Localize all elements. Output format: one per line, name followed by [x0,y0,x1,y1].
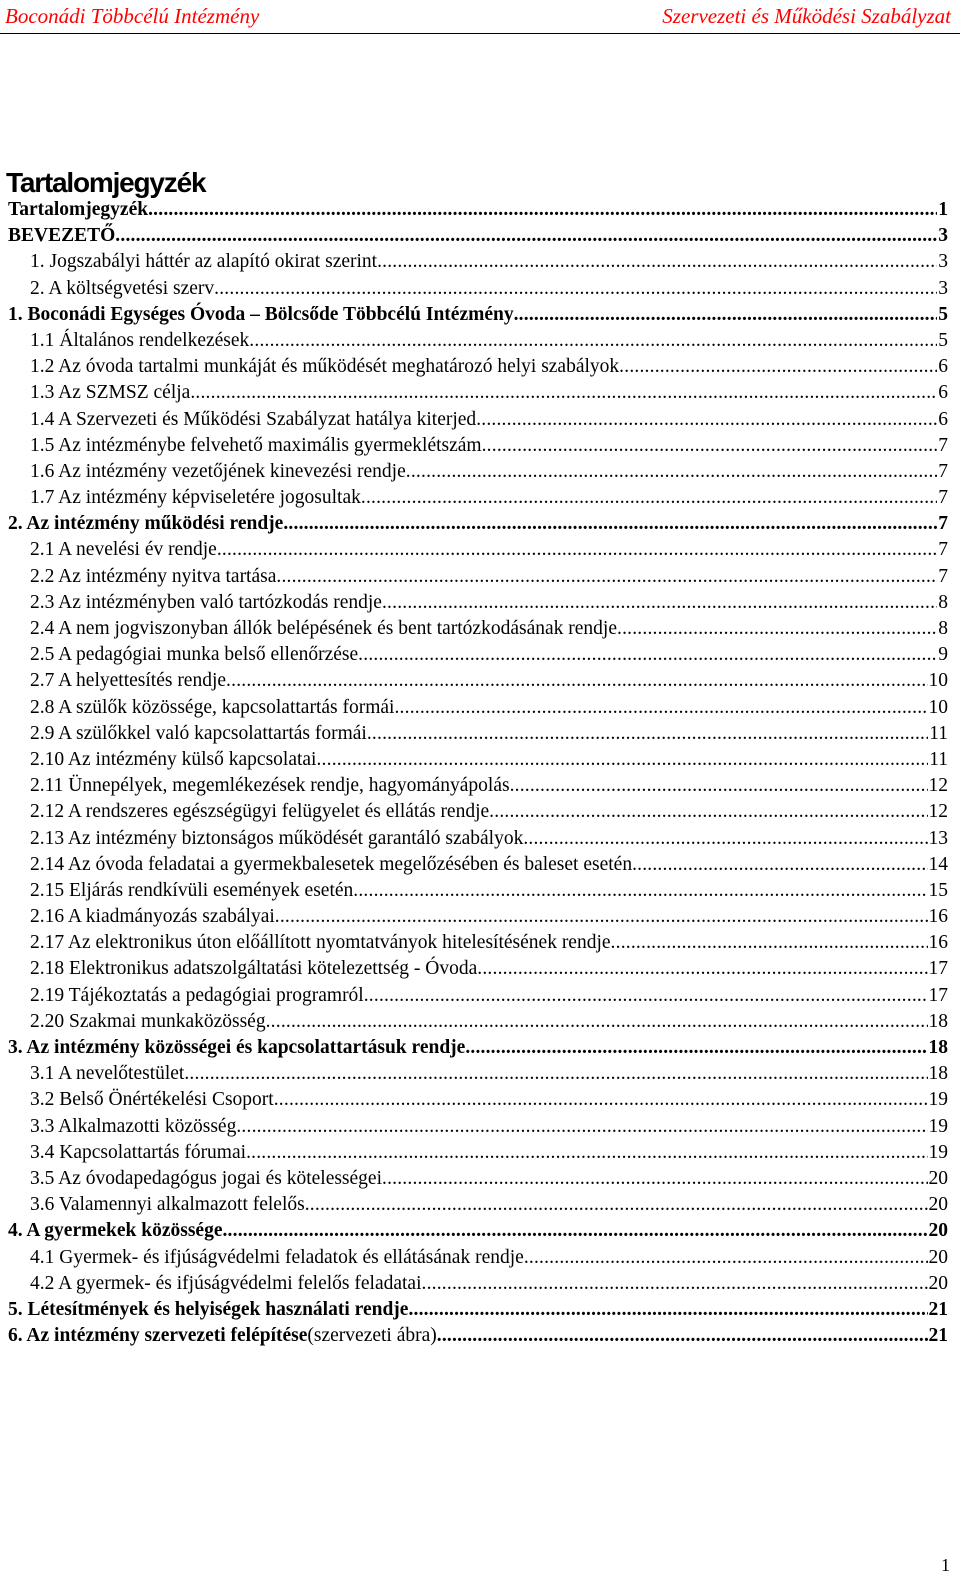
toc-entry[interactable] [8,433,948,459]
toc-entry-page-number: 20 [928,1220,948,1242]
toc-entry[interactable] [8,511,948,537]
toc-entry-page-number: 19 [928,1141,948,1163]
toc-entry-title: Tartalomjegyzék [8,199,149,220]
toc-entry[interactable] [8,852,948,878]
toc-entry-title: 2. Az intézmény működési rendje [8,513,284,535]
toc-entry[interactable] [8,1087,948,1113]
toc-entry[interactable] [8,1114,948,1140]
toc-entry-page-number: 19 [928,1089,948,1111]
toc-entry[interactable] [8,564,948,590]
toc-entry[interactable] [8,407,948,433]
dot-leader [190,380,937,406]
toc-entry-title: 2.3 Az intézményben való tartózkodás rendje [30,591,382,613]
toc-entry-title: 4.1 Gyermek- és ifjúságvédelmi feladatok és ellátásának rendje [30,1246,524,1268]
toc-entry-page-number: 3 [938,277,948,299]
toc-entry-title: 3.2 Belső Önértékelési Csoport [30,1089,274,1111]
toc-entry-page-number: 9 [938,644,948,666]
dot-leader [246,1140,927,1166]
toc-entry-title: 2.16 A kiadmányozás szabályai [30,906,275,928]
toc-entry-page-number: 10 [928,696,948,718]
toc-entry[interactable] [8,1245,948,1271]
toc-entry-page-number: 20 [928,1246,948,1268]
dot-leader [408,1297,927,1323]
toc-entry-title: 3. Az intézmény közösségei és kapcsolattartásuk rendje [8,1037,466,1058]
toc-entry-title: 2.7 A helyettesítés rendje [30,670,227,692]
toc-entry-title: 2.20 Szakmai munkaközösség [30,1010,266,1032]
toc-entry[interactable] [8,354,948,380]
toc-entry-title: 1. Boconádi Egységes Óvoda – Bölcsőde Többcélú Intézmény [8,303,514,325]
toc-entry-title: 1.6 Az intézmény vezetőjének kinevezési rendje [30,460,406,482]
dot-leader [249,328,937,354]
toc-entry-page-number: 18 [928,1010,948,1032]
dot-leader [266,1009,928,1035]
toc-entry-title: 2. A költségvetési szerv [30,277,215,299]
toc-entry-title: BEVEZETŐ [8,225,116,247]
toc-entry-title: 3.1 A nevelőtestület [30,1063,185,1085]
toc-entry-title: 6. Az intézmény szervezeti felépítése [8,1325,308,1347]
toc-entry[interactable] [8,1035,948,1061]
toc-entry-page-number: 7 [938,487,948,509]
toc-entry-page-number: 14 [928,853,948,875]
dot-leader [437,1323,928,1349]
dot-leader [619,354,937,380]
toc-entry[interactable] [8,773,948,799]
toc-entry-title: 4.2 A gyermek- és ifjúságvédelmi felelős feladatai [30,1272,422,1294]
toc-entry-page-number: 12 [928,801,948,823]
toc-entry[interactable] [8,799,948,825]
dot-leader [283,511,937,537]
toc-entry-page-number: 18 [928,1037,948,1058]
dot-leader [489,799,927,825]
dot-leader [276,564,937,590]
dot-leader [382,590,937,616]
toc-entry[interactable] [8,197,948,223]
dot-leader [367,721,928,747]
toc-entry-title: 3.5 Az óvodapedagógus jogai és kötelességei [30,1167,382,1189]
dot-leader [364,983,928,1009]
toc-entry[interactable] [8,380,948,406]
toc-entry-page-number: 11 [929,748,948,770]
dot-leader [382,1166,928,1192]
toc-entry[interactable] [8,747,948,773]
header-institution-name: Boconádi Többcélú Intézmény [5,4,260,28]
toc-entry-title: 2.8 A szülők közössége, kapcsolattartás formái [30,696,395,718]
toc-entry[interactable] [8,1166,948,1192]
toc-entry[interactable] [8,328,948,354]
dot-leader [465,1035,927,1061]
toc-entry-title: 2.9 A szülőkkel való kapcsolattartás formái [30,722,367,744]
toc-entry[interactable] [8,1297,948,1323]
toc-entry[interactable] [8,878,948,904]
toc-entry-title: 2.12 A rendszeres egészségügyi felügyelet és ellátás rendje [30,801,490,823]
dot-leader [316,747,928,773]
toc-entry[interactable] [8,1192,948,1218]
toc-entry-title: 1. Jogszabályi háttér az alapító okirat szerint [30,251,378,273]
toc-entry-title: 2.4 A nem jogviszonyban állók belépésének és bent tartózkodásának rendje [30,618,617,639]
toc-entry-page-number: 5 [938,303,948,325]
toc-entry[interactable] [8,983,948,1009]
toc-entry[interactable] [8,459,948,485]
toc-entry-page-number: 10 [928,670,948,692]
toc-entry-note: (szervezeti ábra) [307,1325,437,1347]
toc-entry-title: 1.2 Az óvoda tartalmi munkáját és működését meghatározó helyi szabályok [30,356,620,378]
toc-entry[interactable] [8,1140,948,1166]
toc-entry-title: 1.1 Általános rendelkezések [30,329,250,351]
dot-leader [523,826,927,852]
dot-leader [361,485,937,511]
toc-entry[interactable] [8,930,948,956]
toc-entry[interactable] [8,695,948,721]
dot-leader [214,276,937,302]
toc-entry[interactable] [8,616,948,642]
table-of-contents [8,197,948,1349]
toc-entry-page-number: 8 [938,618,948,639]
toc-entry[interactable] [8,826,948,852]
toc-entry-page-number: 6 [938,382,948,404]
toc-entry-title: 2.13 Az intézmény biztonságos működését garantáló szabályok [30,827,524,849]
toc-entry-title: 5. Létesítmények és helyiségek használati rendje [8,1298,409,1320]
toc-entry-page-number: 7 [938,539,948,561]
toc-entry-title: 1.7 Az intézmény képviseletére jogosultak [30,487,361,509]
dot-leader [422,1271,928,1297]
toc-entry-page-number: 12 [928,775,948,797]
toc-entry-page-number: 15 [928,879,948,901]
toc-entry-title: 2.15 Eljárás rendkívüli események esetén [30,879,354,901]
toc-entry-title: 2.10 Az intézmény külső kapcsolatai [30,748,317,770]
toc-entry-page-number: 3 [938,225,948,247]
toc-entry-title: 2.2 Az intézmény nyitva tartása [30,565,277,587]
toc-entry-page-number: 7 [938,460,948,482]
dot-leader [358,642,937,668]
dot-leader [148,197,937,223]
dot-leader [482,433,938,459]
toc-entry[interactable] [8,223,948,249]
toc-entry-page-number: 21 [928,1298,948,1320]
toc-entry[interactable] [8,485,948,511]
toc-entry[interactable] [8,956,948,982]
toc-entry-page-number: 7 [938,513,948,535]
toc-entry-page-number: 16 [928,906,948,928]
dot-leader [524,1245,928,1271]
header-divider [0,33,960,34]
dot-leader [477,956,927,982]
toc-entry-page-number: 21 [928,1325,948,1347]
toc-entry-page-number: 20 [928,1272,948,1294]
toc-entry[interactable] [8,1271,948,1297]
toc-entry[interactable] [8,302,948,328]
toc-entry-page-number: 1 [938,199,948,220]
toc-entry-page-number: 7 [938,434,948,456]
toc-entry-page-number: 20 [928,1167,948,1189]
toc-entry-page-number: 5 [938,329,948,351]
dot-leader [476,407,937,433]
toc-entry-page-number: 3 [938,251,948,273]
toc-entry[interactable] [8,590,948,616]
toc-entry[interactable] [8,249,948,275]
toc-entry[interactable] [8,642,948,668]
page-number: 1 [941,1555,950,1575]
toc-entry-title: 3.4 Kapcsolattartás fórumai [30,1141,247,1163]
dot-leader [406,459,937,485]
toc-entry[interactable] [8,1061,948,1087]
dot-leader [236,1114,927,1140]
toc-entry-page-number: 20 [928,1194,948,1216]
dot-leader [353,878,927,904]
dot-leader [305,1192,928,1218]
toc-entry[interactable] [8,904,948,930]
toc-entry[interactable] [8,1009,948,1035]
dot-leader [632,852,927,878]
toc-entry-page-number: 17 [928,958,948,980]
toc-entry-title: 1.5 Az intézménybe felvehető maximális gyermeklétszám [30,434,482,456]
toc-entry-title: 1.3 Az SZMSZ célja [30,382,191,404]
toc-entry-title: 2.14 Az óvoda feladatai a gyermekbalesetek megelőzésében és baleset esetén [30,853,633,875]
toc-entry-page-number: 17 [928,984,948,1006]
toc-entry-title: 2.5 A pedagógiai munka belső ellenőrzése [30,644,359,666]
toc-entry-page-number: 18 [928,1063,948,1085]
toc-entry-title: 3.6 Valamennyi alkalmazott felelős [30,1194,305,1216]
dot-leader [611,930,928,956]
dot-leader [377,249,937,275]
dot-leader [222,1218,927,1244]
toc-entry-title: 2.18 Elektronikus adatszolgáltatási kötelezettség - Óvoda [30,958,478,980]
toc-entry-page-number: 19 [928,1115,948,1137]
dot-leader [394,695,927,721]
toc-entry-title: 4. A gyermekek közössége [8,1220,223,1242]
toc-entry-page-number: 13 [928,827,948,849]
toc-entry-title: 2.17 Az elektronikus úton előállított nyomtatványok hitelesítésének rendje [30,932,611,954]
dot-leader [514,302,938,328]
toc-entry[interactable] [8,1323,948,1349]
running-header [0,0,960,34]
dot-leader [510,773,928,799]
header-document-name: Szervezeti és Működési Szabályzat [662,4,951,28]
toc-entry[interactable] [8,1218,948,1244]
toc-entry-title: 2.11 Ünnepélyek, megemlékezések rendje, hagyományápolás [30,775,510,797]
toc-entry-page-number: 11 [929,722,948,744]
dot-leader [184,1061,927,1087]
toc-entry-page-number: 7 [938,565,948,587]
toc-entry-page-number: 16 [928,932,948,954]
toc-entry-title: 2.1 A nevelési év rendje [30,539,217,561]
dot-leader [217,537,937,563]
toc-entry-title: 1.4 A Szervezeti és Működési Szabályzat hatálya kiterjed [30,408,477,430]
dot-leader [226,668,927,694]
dot-leader [274,1087,928,1113]
toc-entry-title: 2.19 Tájékoztatás a pedagógiai programról [30,984,364,1006]
page-title: Tartalomjegyzék [6,166,206,198]
toc-entry[interactable] [8,721,948,747]
toc-entry-page-number: 6 [938,356,948,378]
dot-leader [617,616,937,642]
toc-entry-page-number: 6 [938,408,948,430]
toc-entry[interactable] [8,276,948,302]
toc-entry[interactable] [8,668,948,694]
toc-entry-title: 3.3 Alkalmazotti közösség [30,1115,237,1137]
toc-entry-page-number: 8 [938,591,948,613]
dot-leader [115,223,937,249]
toc-entry[interactable] [8,537,948,563]
dot-leader [275,904,928,930]
